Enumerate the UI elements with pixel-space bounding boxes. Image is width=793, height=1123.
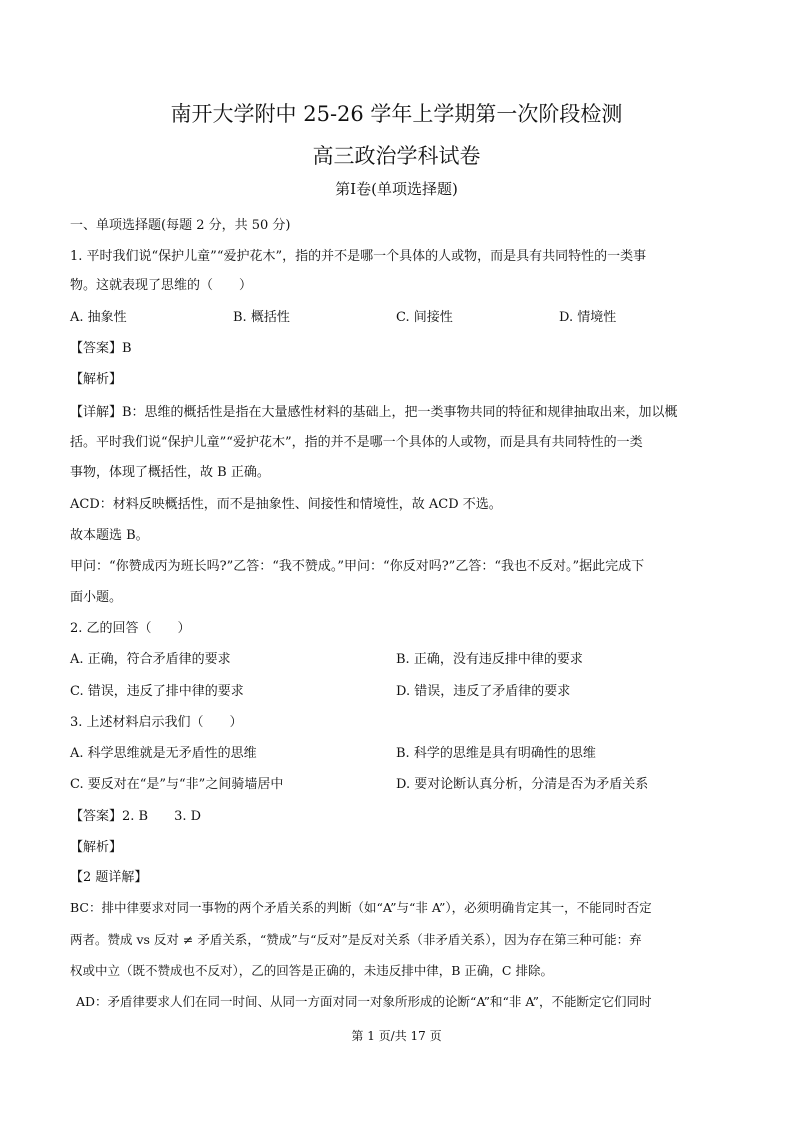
- q2-stem: 2. 乙的回答（ ）: [70, 621, 191, 636]
- q1-answer: 【答案】B: [70, 341, 132, 356]
- q1-detail-line: ACD：材料反映概括性，而不是抽象性、间接性和情境性，故 ACD 不选。: [70, 497, 502, 512]
- material-line: 甲问：“你赞成丙为班长吗?”乙答：“我不赞成。”甲问：“你反对吗?”乙答：“我也不反对。”据此完成下: [70, 559, 645, 574]
- q2-option-c: C. 错误，违反了排中律的要求: [70, 684, 244, 699]
- q2-q3-analysis-label: 【解析】: [70, 840, 123, 855]
- q1-detail-line: 事物，体现了概括性，故 B 正确。: [70, 465, 270, 480]
- q2-detail-label: 【2 题详解】: [70, 870, 148, 885]
- section-heading: 一、单项选择题(每题 2 分，共 50 分): [70, 218, 291, 233]
- q1-detail-line: 【详解】B：思维的概括性是指在大量感性材料的基础上，把一类事物共同的特征和规律抽取出来，加以概: [70, 405, 678, 420]
- q2-q3-answer: 【答案】2. B 3. D: [70, 809, 202, 824]
- volume-heading: 第Ⅰ卷(单项选择题): [335, 180, 458, 198]
- q2-option-d: D. 错误，违反了矛盾律的要求: [396, 684, 571, 699]
- q1-detail-line: 括。平时我们说“保护儿童”“爱护花木”，指的并不是哪一个具体的人或物，而是具有共同特性的一类: [70, 435, 643, 450]
- q1-option-c: C. 间接性: [396, 310, 453, 325]
- q2-option-b: B. 正确，没有违反排中律的要求: [396, 652, 583, 667]
- q2-detail-line: 权或中立（既不赞成也不反对），乙的回答是正确的，未违反排中律，B 正确，C 排除。: [70, 963, 553, 978]
- q3-option-c: C. 要反对在“是”与“非”之间骑墙居中: [70, 777, 284, 792]
- q1-stem-line: 1. 平时我们说“保护儿童”“爱护花木”，指的并不是哪一个具体的人或物，而是具有共同特性的一类事: [70, 249, 647, 264]
- q3-option-b: B. 科学的思维是具有明确性的思维: [396, 746, 596, 761]
- q2-detail-line: BC：排中律要求对同一事物的两个矛盾关系的判断（如“A”与“非 A”），必须明确肯定其一，不能同时否定: [70, 900, 652, 915]
- q1-option-b: B. 概括性: [233, 310, 290, 325]
- q3-stem: 3. 上述材料启示我们（ ）: [70, 715, 243, 730]
- q1-conclusion: 故本题选 B。: [70, 528, 149, 543]
- q2-option-a: A. 正确，符合矛盾律的要求: [70, 652, 231, 667]
- q1-analysis-label: 【解析】: [70, 372, 123, 387]
- q1-option-a: A. 抽象性: [70, 310, 127, 325]
- page-footer: 第 1 页/共 17 页: [351, 1029, 442, 1043]
- exam-subtitle: 高三政治学科试卷: [312, 144, 481, 168]
- q3-option-d: D. 要对论断认真分析，分清是否为矛盾关系: [396, 777, 649, 792]
- exam-title: 南开大学附中 25-26 学年上学期第一次阶段检测: [170, 102, 623, 126]
- q1-option-d: D. 情境性: [559, 310, 617, 325]
- q3-option-a: A. 科学思维就是无矛盾性的思维: [70, 746, 257, 761]
- q2-detail-line: AD：矛盾律要求人们在同一时间、从同一方面对同一对象所形成的论断“A”和“非 A”，不能断定它们同时: [76, 994, 652, 1009]
- material-line: 面小题。: [70, 590, 123, 605]
- q1-stem-line: 物。这就表现了思维的（ ）: [70, 278, 253, 293]
- q2-detail-line: 两者。赞成 vs 反对 ≠ 矛盾关系，“赞成”与“反对”是反对关系（非矛盾关系），因为存在第三种可能：弃: [70, 932, 642, 947]
